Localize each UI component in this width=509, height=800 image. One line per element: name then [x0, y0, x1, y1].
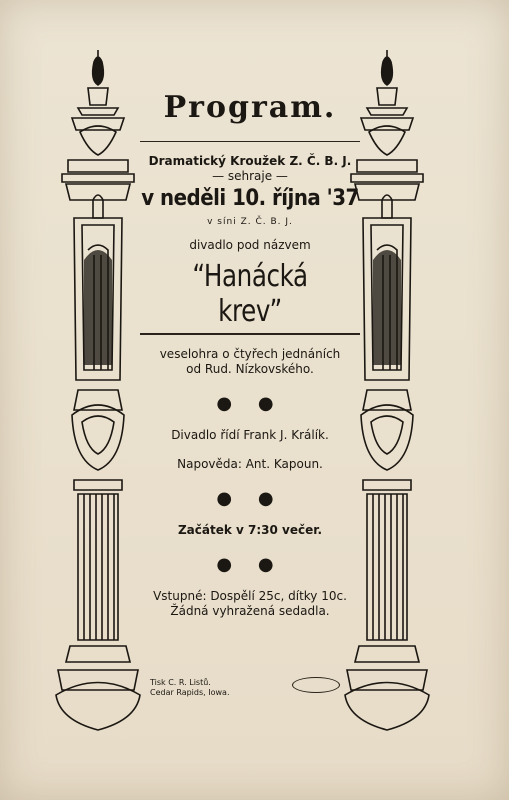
- left-ornamental-column: [48, 50, 148, 740]
- union-label-logo: [292, 677, 340, 693]
- prompter-line: Napověda: Ant. Kapoun.: [177, 457, 323, 471]
- divider: [140, 141, 360, 142]
- performance-date: v neděli 10. října '37: [141, 186, 359, 211]
- organizer-line: Dramatický Kroužek Z. Č. B. J.: [148, 154, 352, 168]
- genre-line: veselohra o čtyřech jednáních: [159, 347, 341, 361]
- printer-line-2: Cedar Rapids, Iowa.: [150, 688, 230, 697]
- program-text-block: [140, 90, 360, 619]
- program-title: Program.: [163, 90, 337, 125]
- director-line: Divadlo řídí Frank J. Králík.: [171, 428, 329, 442]
- printer-line-1: Tisk C. R. Listů.: [150, 678, 211, 687]
- seating-line: Žádná vyhražená sedadla.: [170, 604, 330, 618]
- sehraje-line: — sehraje —: [212, 169, 288, 183]
- intro-line: divadlo pod názvem: [189, 238, 311, 252]
- printer-imprint: [150, 678, 270, 698]
- bullet-separator: ● ●: [216, 393, 284, 414]
- bullet-separator: ● ●: [216, 488, 284, 509]
- venue-line: v síni Z. Č. B. J.: [207, 217, 293, 227]
- divider: [140, 333, 360, 335]
- caryatid-column-illustration: [48, 50, 148, 740]
- author-line: od Rud. Nízkovského.: [186, 362, 314, 376]
- bullet-separator: ● ●: [216, 554, 284, 575]
- start-time-line: Začátek v 7:30 večer.: [177, 523, 323, 537]
- admission-line: Vstupné: Dospělí 25c, dítky 10c.: [153, 589, 347, 603]
- play-title: “Hanácká krev”: [192, 259, 308, 329]
